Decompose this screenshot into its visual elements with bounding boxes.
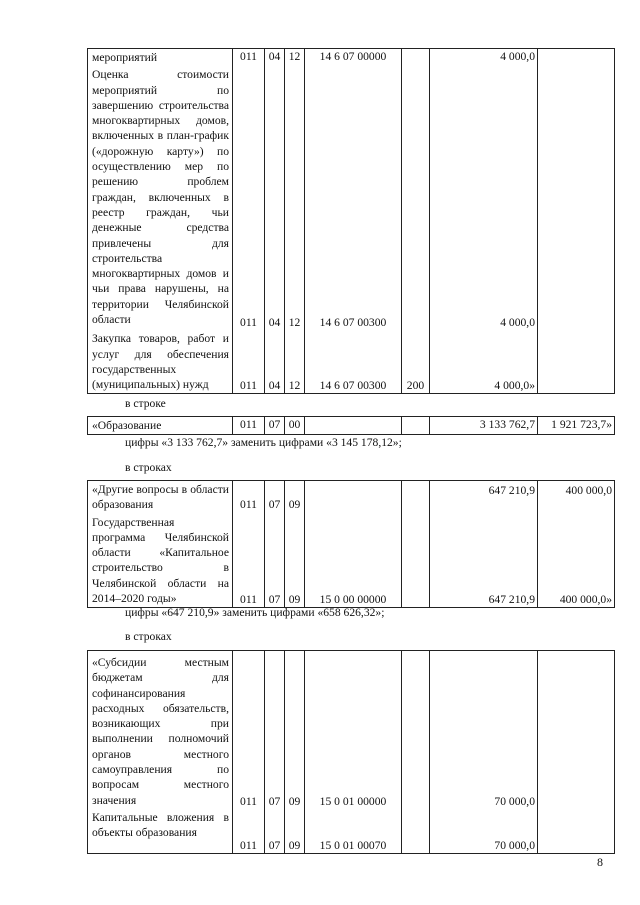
sum2-cell: 400 000,0» bbox=[538, 514, 615, 608]
instruction-in-rows: в строках bbox=[125, 630, 172, 643]
page-number: 8 bbox=[597, 855, 603, 869]
sum1-cell: 4 000,0» bbox=[430, 330, 538, 394]
type-cell bbox=[402, 49, 430, 67]
section-cell: 07 bbox=[265, 651, 285, 809]
budget-table-1 bbox=[87, 48, 615, 394]
table-row bbox=[88, 330, 615, 394]
budget-table-2 bbox=[87, 416, 615, 435]
subsection-cell: 09 bbox=[285, 514, 305, 608]
target-cell: 14 6 07 00000 bbox=[305, 49, 402, 67]
budget-table-3 bbox=[87, 480, 615, 608]
table-row bbox=[88, 49, 615, 67]
code-cell: 011 bbox=[233, 66, 265, 330]
table-row bbox=[88, 651, 615, 809]
subsection-cell: 09 bbox=[285, 651, 305, 809]
code-cell: 011 bbox=[233, 514, 265, 608]
section-cell: 07 bbox=[265, 809, 285, 854]
type-cell bbox=[402, 514, 430, 608]
row-name: «Образование bbox=[88, 417, 233, 435]
table-row bbox=[88, 809, 615, 854]
type-cell bbox=[402, 66, 430, 330]
subsection-cell: 09 bbox=[285, 481, 305, 514]
instruction-in-row: в строке bbox=[125, 397, 166, 410]
row-name: мероприятий bbox=[88, 49, 233, 67]
target-cell bbox=[305, 481, 402, 514]
sum1-cell: 70 000,0 bbox=[430, 651, 538, 809]
budget-table-4 bbox=[87, 650, 615, 854]
type-cell bbox=[402, 481, 430, 514]
type-cell bbox=[402, 417, 430, 435]
subsection-cell: 00 bbox=[285, 417, 305, 435]
target-cell bbox=[305, 417, 402, 435]
sum2-cell bbox=[538, 49, 615, 67]
code-cell: 011 bbox=[233, 417, 265, 435]
table-row bbox=[88, 66, 615, 330]
row-name: Государственная программа Челябинской области «Капитальное строительство в Челябинской области на 2014–2020 годы» bbox=[88, 514, 233, 608]
sum2-cell: 1 921 723,7» bbox=[538, 417, 615, 435]
type-cell bbox=[402, 651, 430, 809]
type-cell bbox=[402, 809, 430, 854]
table-row bbox=[88, 514, 615, 608]
code-cell: 011 bbox=[233, 330, 265, 394]
sum1-cell: 3 133 762,7 bbox=[430, 417, 538, 435]
sum2-cell bbox=[538, 66, 615, 330]
table-row bbox=[88, 481, 615, 514]
subsection-cell: 12 bbox=[285, 330, 305, 394]
replace-instruction: цифры «647 210,9» заменить цифрами «658 626,32»; bbox=[125, 606, 385, 619]
instruction-in-rows: в строках bbox=[125, 461, 172, 474]
subsection-cell: 09 bbox=[285, 809, 305, 854]
row-name: Оценка стоимости мероприятий по завершению строительства многоквартирных домов, включенных в план-график («дорожную карту») по осуществлению мер по решению проблем граждан, включенных в реестр граждан, чьи денежные средства привлечены для строительства многоквартирных домов и чьи права нарушены, на территории Челябинской области bbox=[88, 66, 233, 330]
sum1-cell: 70 000,0 bbox=[430, 809, 538, 854]
code-cell: 011 bbox=[233, 481, 265, 514]
code-cell: 011 bbox=[233, 651, 265, 809]
target-cell: 15 0 01 00070 bbox=[305, 809, 402, 854]
section-cell: 07 bbox=[265, 417, 285, 435]
code-cell: 011 bbox=[233, 49, 265, 67]
sum1-cell: 4 000,0 bbox=[430, 49, 538, 67]
sum1-cell: 4 000,0 bbox=[430, 66, 538, 330]
sum1-cell: 647 210,9 bbox=[430, 481, 538, 514]
row-name: «Другие вопросы в области образования bbox=[88, 481, 233, 514]
row-name: Закупка товаров, работ и услуг для обеспечения государственных (муниципальных) нужд bbox=[88, 330, 233, 394]
section-cell: 07 bbox=[265, 514, 285, 608]
code-cell: 011 bbox=[233, 809, 265, 854]
target-cell: 15 0 01 00000 bbox=[305, 651, 402, 809]
target-cell: 14 6 07 00300 bbox=[305, 330, 402, 394]
row-name: Капитальные вложения в объекты образования bbox=[88, 809, 233, 854]
section-cell: 04 bbox=[265, 66, 285, 330]
replace-instruction: цифры «3 133 762,7» заменить цифрами «3 145 178,12»; bbox=[125, 436, 402, 449]
sum2-cell: 400 000,0 bbox=[538, 481, 615, 514]
table-row bbox=[88, 417, 615, 435]
subsection-cell: 12 bbox=[285, 49, 305, 67]
type-cell: 200 bbox=[402, 330, 430, 394]
section-cell: 04 bbox=[265, 49, 285, 67]
section-cell: 04 bbox=[265, 330, 285, 394]
row-name: «Субсидии местным бюджетам для софинансирования расходных обязательств, возникающих при выполнении полномочий органов местного самоуправления по вопросам местного значения bbox=[88, 651, 233, 809]
section-cell: 07 bbox=[265, 481, 285, 514]
target-cell: 15 0 00 00000 bbox=[305, 514, 402, 608]
sum2-cell bbox=[538, 330, 615, 394]
sum2-cell bbox=[538, 809, 615, 854]
sum1-cell: 647 210,9 bbox=[430, 514, 538, 608]
sum2-cell bbox=[538, 651, 615, 809]
subsection-cell: 12 bbox=[285, 66, 305, 330]
target-cell: 14 6 07 00300 bbox=[305, 66, 402, 330]
